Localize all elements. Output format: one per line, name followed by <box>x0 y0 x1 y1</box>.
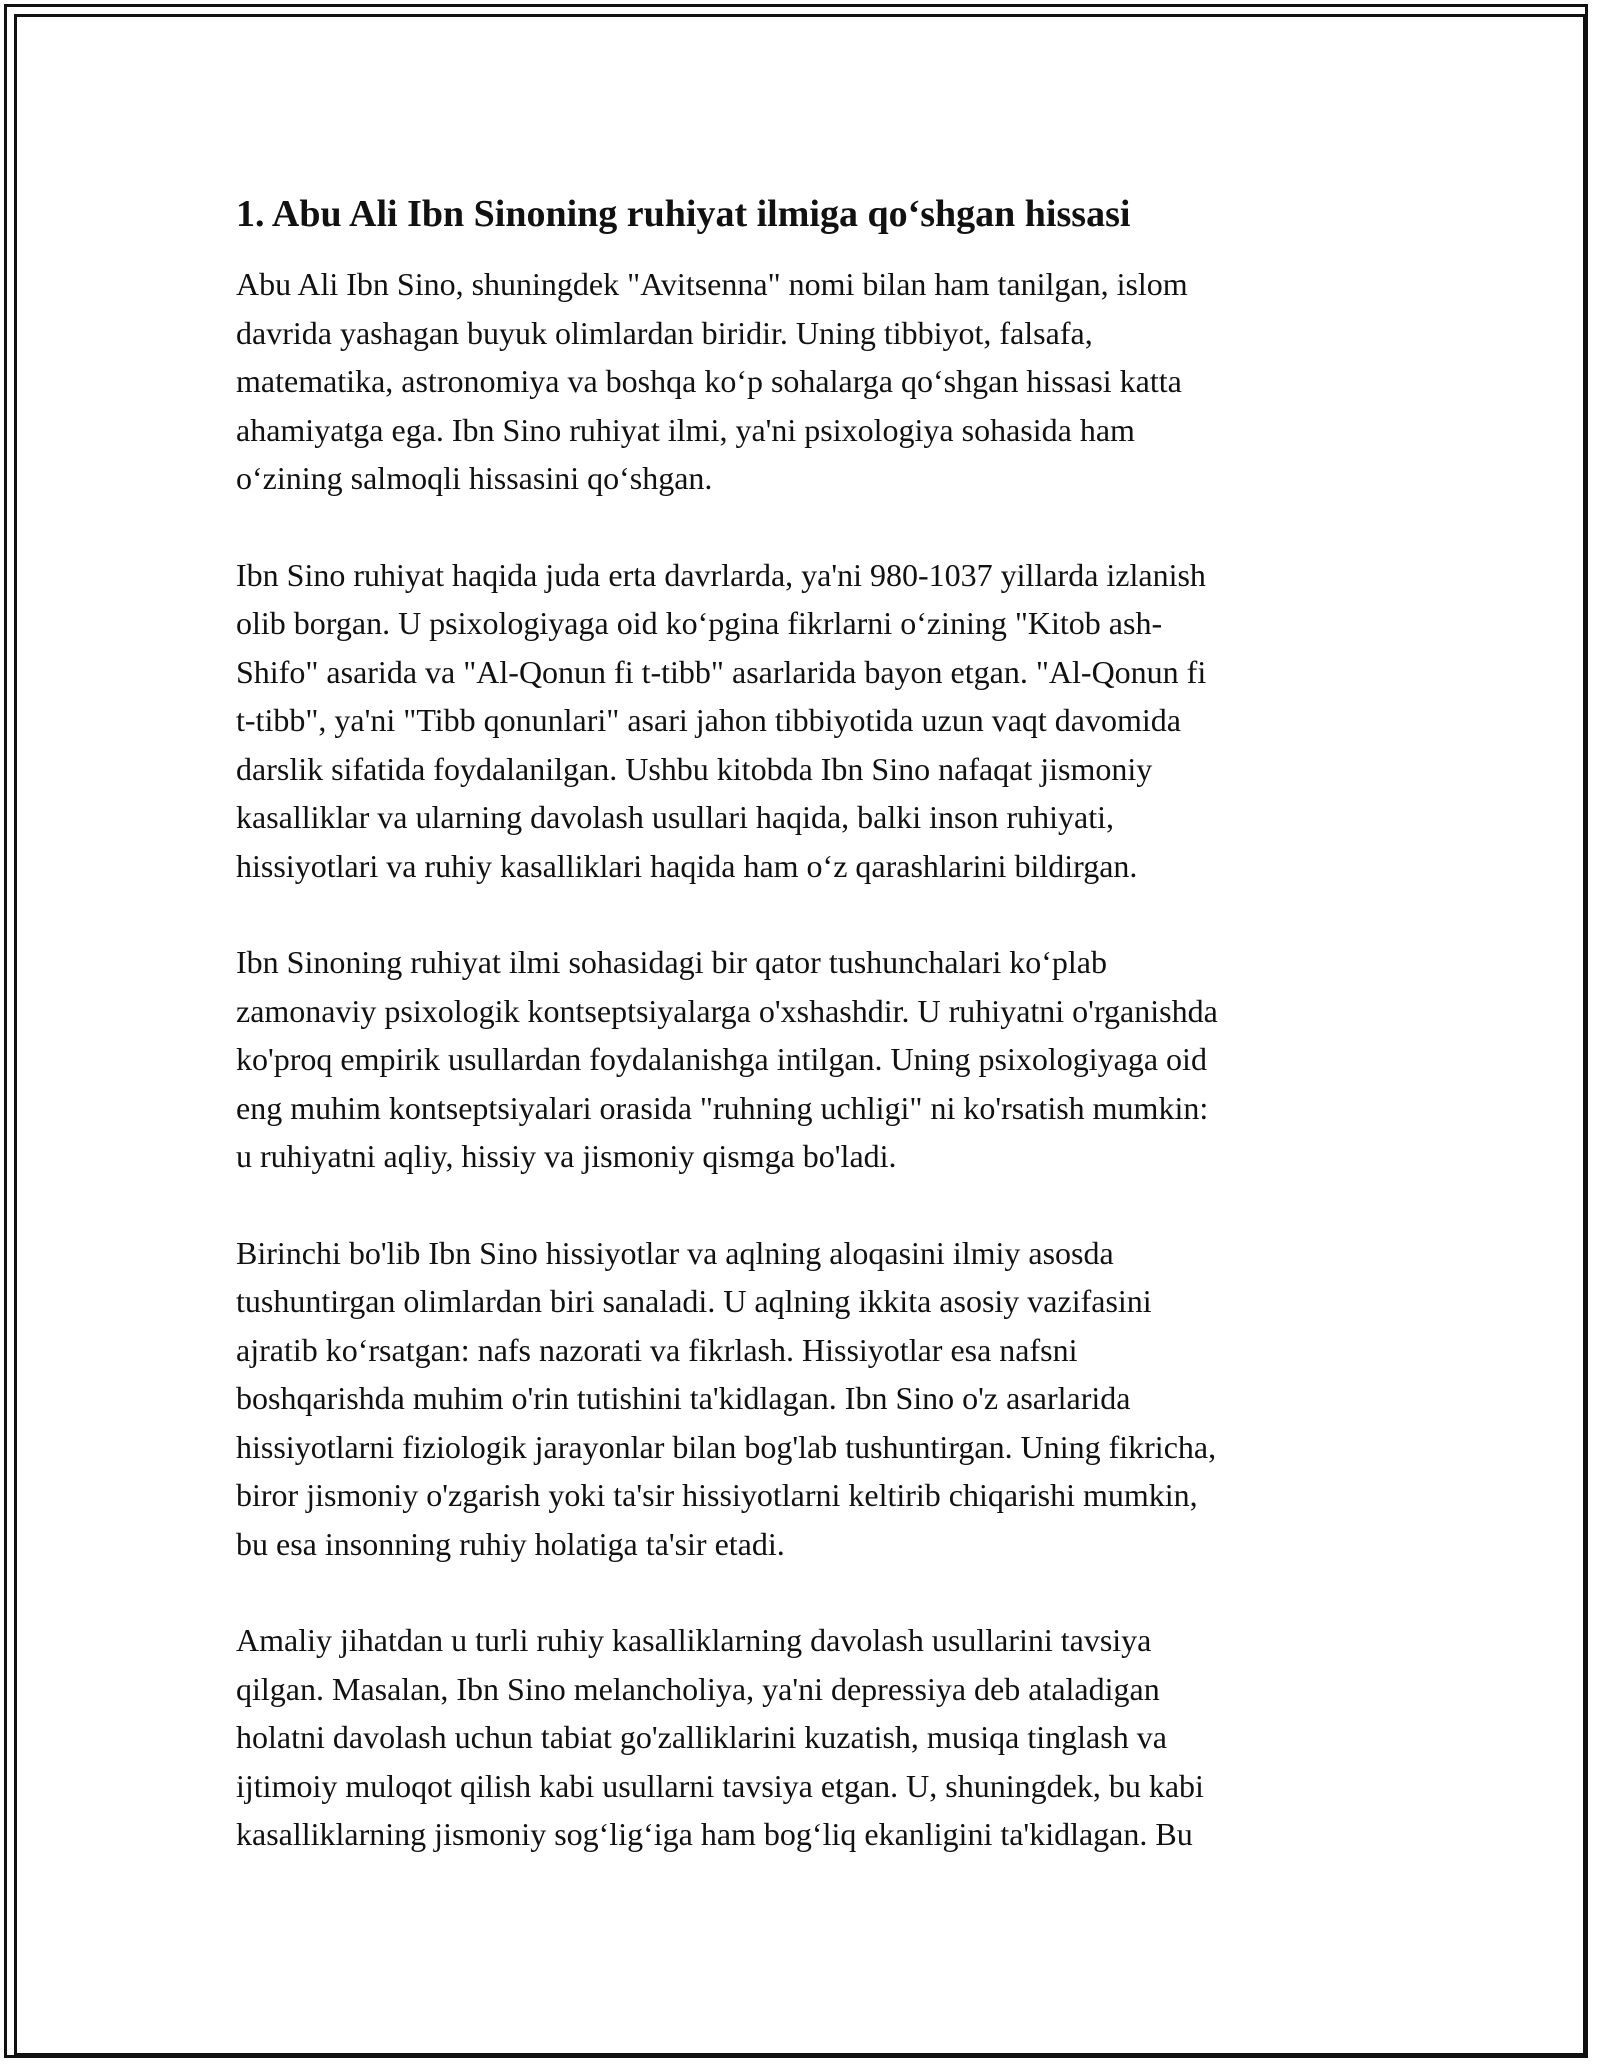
text-line: t-tibb", ya'ni "Tibb qonunlari" asari jahon tibbiyotida uzun vaqt davomida <box>236 702 1181 738</box>
text-line: bu esa insonning ruhiy holatiga ta'sir etadi. <box>236 1525 785 1562</box>
text-line: Ibn Sinoning ruhiyat ilmi sohasidagi bir qator tushunchalari ko‘plab <box>236 944 1107 980</box>
text-line: o‘zining salmoqli hissasini qo‘shgan. <box>236 460 713 496</box>
text-line: qilgan. Masalan, Ibn Sino melancholiya, ya'ni depressiya deb ataladigan <box>236 1670 1160 1707</box>
text-line: Birinchi bo'lib Ibn Sino hissiyotlar va aqlning aloqasini ilmiy asosda <box>236 1234 1114 1271</box>
text-line: ajratib ko‘rsatgan: nafs nazorati va fikrlash. Hissiyotlar esa nafsni <box>236 1331 1078 1368</box>
paragraph-2 <box>236 551 1376 891</box>
text-line: ijtimoiy muloqot qilish kabi usullarni tavsiya etgan. U, shuningdek, bu kabi <box>236 1767 1204 1804</box>
text-line: biror jismoniy o'zgarish yoki ta'sir hissiyotlarni keltirib chiqarishi mumkin, <box>236 1477 1198 1513</box>
paragraph-4 <box>236 1229 1376 1569</box>
text-line: holatni davolash uchun tabiat go'zalliklarini kuzatish, musiqa tinglash va <box>236 1719 1167 1755</box>
text-line: Shifo" asarida va "Al-Qonun fi t-tibb" asarlarida bayon etgan. "Al-Qonun fi <box>236 653 1207 690</box>
paragraph-1 <box>236 260 1376 503</box>
text-line: hissiyotlari va ruhiy kasalliklari haqida ham o‘z qarashlarini bildirgan. <box>236 847 1138 884</box>
text-line: ko'proq empirik usullardan foydalanishga intilgan. Uning psixologiyaga oid <box>236 1041 1207 1077</box>
text-line: Amaliy jihatdan u turli ruhiy kasalliklarning davolash usullarini tavsiya <box>236 1622 1152 1658</box>
text-line: kasalliklar va ularning davolash usullari haqida, balki inson ruhiyati, <box>236 799 1115 835</box>
text-line: boshqarishda muhim o'rin tutishini ta'kidlagan. Ibn Sino o'z asarlarida <box>236 1380 1131 1416</box>
text-line: matematika, astronomiya va boshqa ko‘p sohalarga qo‘shgan hissasi katta <box>236 363 1182 399</box>
text-line: hissiyotlarni fiziologik jarayonlar bilan bog'lab tushuntirgan. Uning fikricha, <box>236 1428 1217 1465</box>
section-heading: 1. Abu Ali Ibn Sinoning ruhiyat ilmiga qo‘shgan hissasi <box>236 193 1131 235</box>
text-line: zamonaviy psixologik kontseptsiyalarga o'xshashdir. U ruhiyatni o'rganishda <box>236 992 1218 1029</box>
text-line: darslik sifatida foydalanilgan. Ushbu kitobda Ibn Sino nafaqat jismoniy <box>236 750 1153 787</box>
text-line: kasalliklarning jismoniy sog‘lig‘iga ham bog‘liq ekanligini ta'kidlagan. Bu <box>236 1816 1193 1852</box>
text-line: u ruhiyatni aqliy, hissiy va jismoniy qismga bo'ladi. <box>236 1138 897 1174</box>
document-body <box>236 190 1376 1907</box>
paragraph-5 <box>236 1616 1376 1859</box>
text-line: Ibn Sino ruhiyat haqida juda erta davrlarda, ya'ni 980-1037 yillarda izlanish <box>236 556 1206 593</box>
text-line: davrida yashagan buyuk olimlardan biridir. Uning tibbiyot, falsafa, <box>236 314 1093 351</box>
text-line: Abu Ali Ibn Sino, shuningdek "Avitsenna" nomi bilan ham tanilgan, islom <box>236 266 1188 302</box>
text-line: ahamiyatga ega. Ibn Sino ruhiyat ilmi, ya'ni psixologiya sohasida ham <box>236 411 1135 448</box>
text-line: tushuntirgan olimlardan biri sanaladi. U aqlning ikkita asosiy vazifasini <box>236 1283 1152 1319</box>
text-line: eng muhim kontseptsiyalari orasida "ruhning uchligi" ni ko'rsatish mumkin: <box>236 1089 1209 1126</box>
text-line: olib borgan. U psixologiyaga oid ko‘pgina fikrlarni o‘zining "Kitob ash- <box>236 605 1163 641</box>
paragraph-3 <box>236 938 1376 1181</box>
